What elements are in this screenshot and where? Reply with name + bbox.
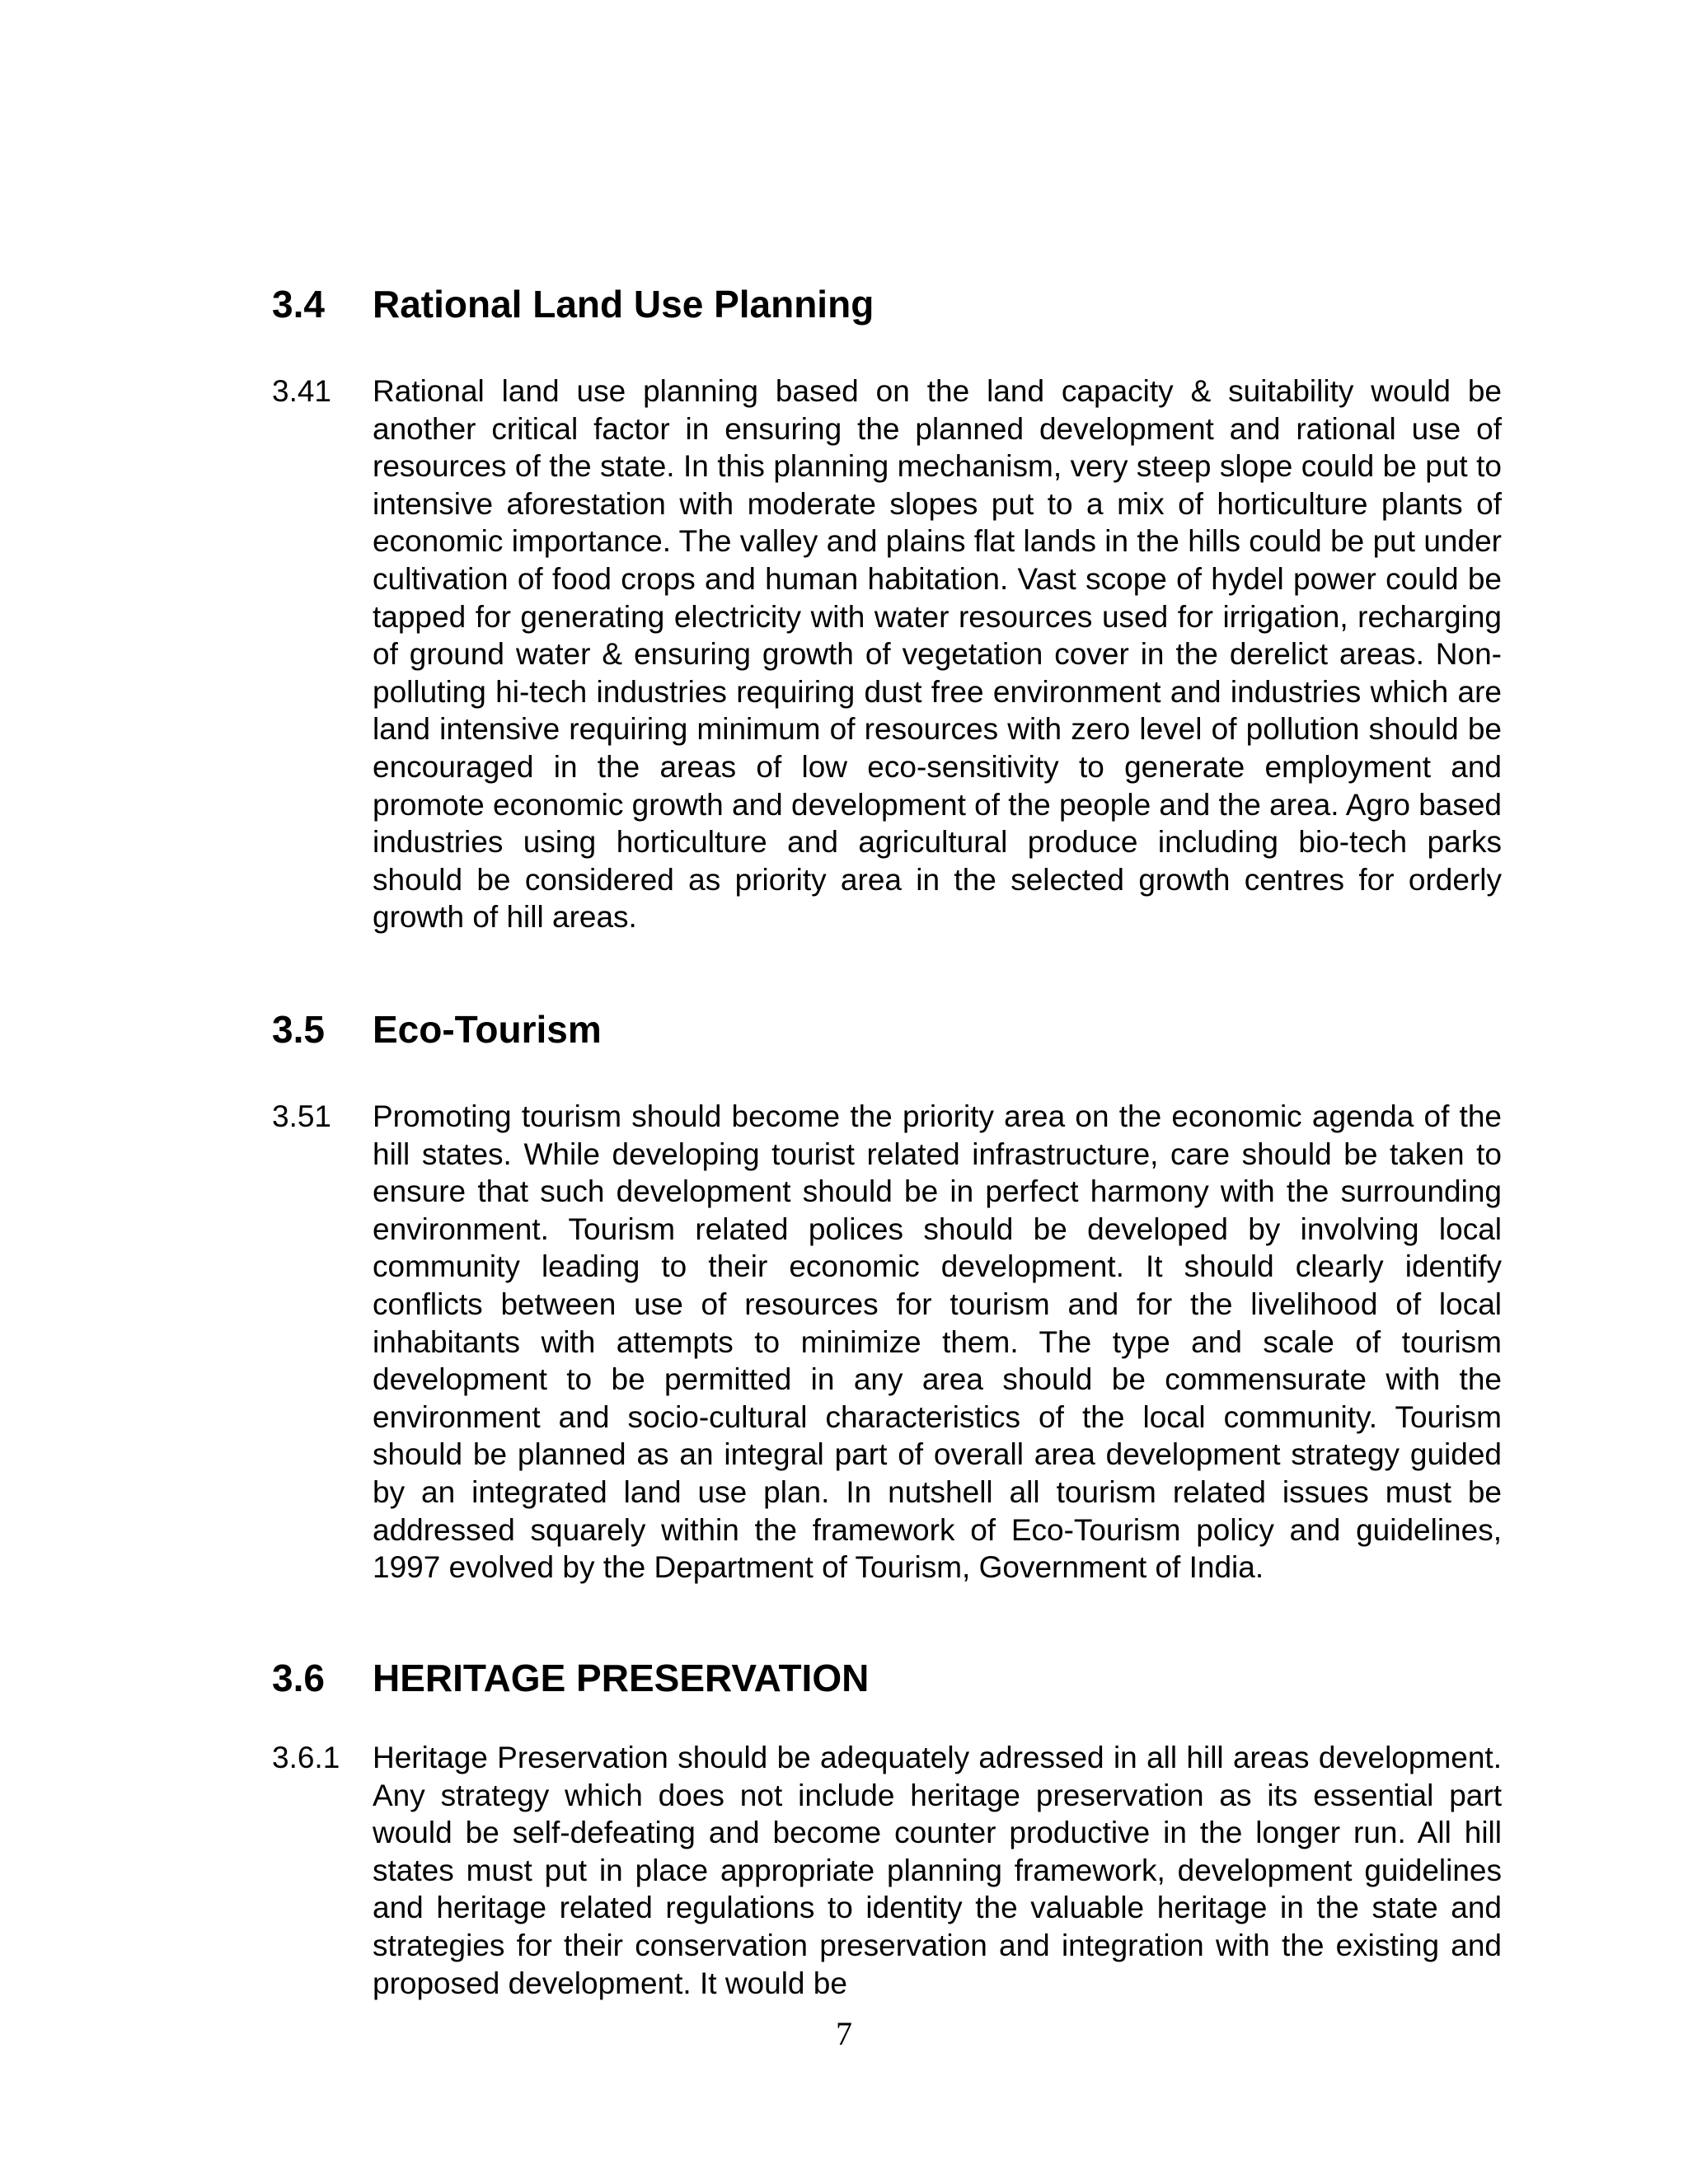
paragraph-text: Promoting tourism should become the priority area on the economic agenda of the hill states. While developing tourist related infrastructure, care should be taken to ensure that such development should be in perfect harmony with the surrounding environment. Tourism related polices should be developed by involving local community leading to their economic development. It should clearly identify conflicts between use of resources for tourism and for the livelihood of local inhabitants with attempts to minimize them. The type and scale of tourism development to be permitted in any area should be commensurate with the environment and socio-cultural characteristics of the local community. Tourism should be planned as an integral part of overall area development strategy guided by an integrated land use plan. In nutshell all tourism related issues must be addressed squarely within the framework of Eco-Tourism policy and guidelines, 1997 evolved by the Department of Tourism, Government of India. <box>373 1099 1502 1585</box>
paragraph-number: 3.41 <box>272 374 332 408</box>
section-number: 3.6 <box>272 1657 325 1699</box>
paragraph-3-51 <box>272 1098 1502 1586</box>
section-title: HERITAGE PRESERVATION <box>373 1657 870 1699</box>
section-number: 3.5 <box>272 1008 325 1051</box>
paragraph-3-41 <box>272 373 1502 936</box>
paragraph-number: 3.6.1 <box>272 1741 340 1774</box>
section-number: 3.4 <box>272 283 325 326</box>
section-title: Eco-Tourism <box>373 1008 602 1051</box>
paragraph-number: 3.51 <box>272 1099 332 1133</box>
section-heading-3-6 <box>272 1655 869 1701</box>
section-heading-3-4 <box>272 281 874 327</box>
paragraph-text: Heritage Preservation should be adequately adressed in all hill areas development. Any strategy which does not include heritage preservation as its essential part would be self-defeating and become counter productive in the longer run. All hill states must put in place appropriate planning framework, development guidelines and heritage related regulations to identity the valuable heritage in the state and strategies for their conservation preservation and integration with the existing and proposed development. It would be <box>373 1741 1502 2000</box>
page-number: 7 <box>836 2015 852 2052</box>
paragraph-3-6-1 <box>272 1739 1502 2002</box>
section-heading-3-5 <box>272 1006 602 1052</box>
paragraph-text: Rational land use planning based on the land capacity & suitability would be another critical factor in ensuring the planned development and rational use of resources of the state. In this planning mechanism, very steep slope could be put to intensive aforestation with moderate slopes put to a mix of horticulture plants of economic importance. The valley and plains flat lands in the hills could be put under cultivation of food crops and human habitation. Vast scope of hydel power could be tapped for generating electricity with water resources used for irrigation, recharging of ground water & ensuring growth of vegetation cover in the derelict areas. Non-polluting hi-tech industries requiring dust free environment and industries which are land intensive requiring minimum of resources with zero level of pollution should be encouraged in the areas of low eco-sensitivity to generate employment and promote economic growth and development of the people and the area. Agro based industries using horticulture and agricultural produce including bio-tech parks should be considered as priority area in the selected growth centres for orderly growth of hill areas. <box>373 374 1502 935</box>
section-title: Rational Land Use Planning <box>373 283 874 326</box>
